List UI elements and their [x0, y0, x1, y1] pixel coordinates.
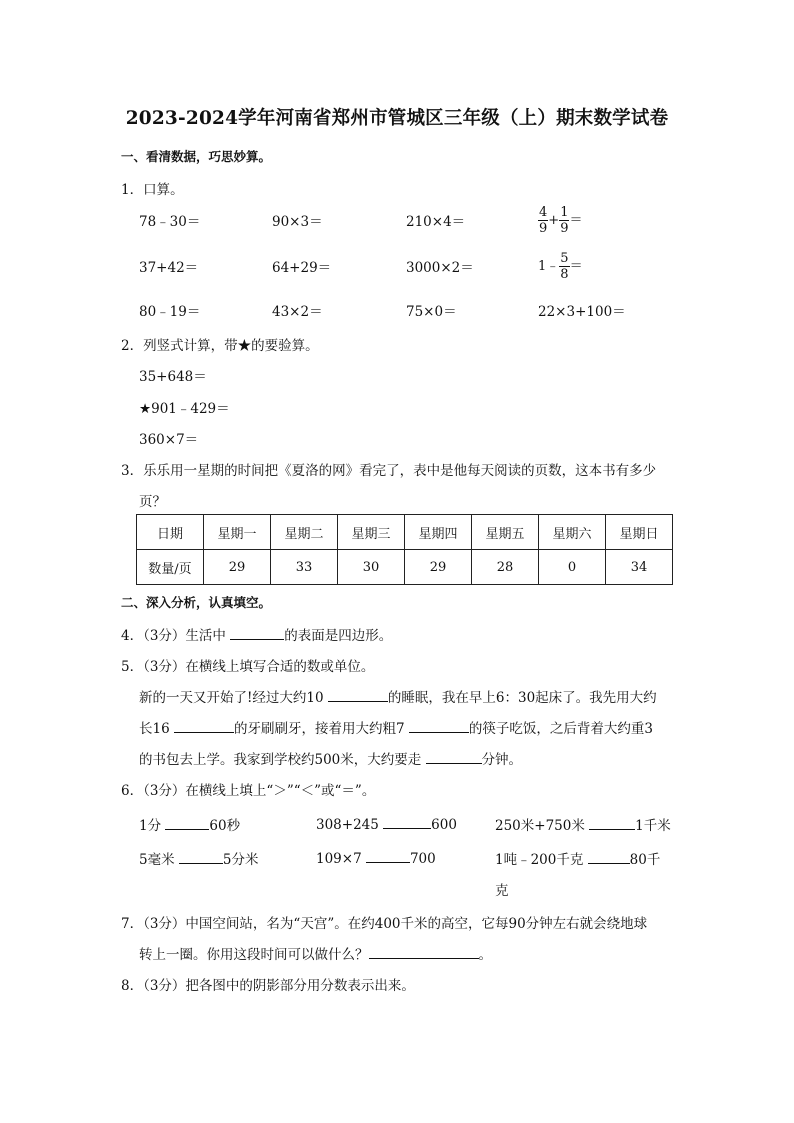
answer-blank[interactable] — [230, 625, 284, 640]
table-cell: 数量/页 — [137, 550, 204, 585]
q7-line-1: 7．（3分）中国空间站，名为“天宫”。在约400千米的高空，它每90分钟左右就会绕地球 — [121, 916, 648, 932]
q1-r1-c2: 90×3＝ — [272, 214, 323, 230]
answer-blank[interactable] — [369, 944, 479, 959]
q1-r1-c3: 210×4＝ — [406, 214, 466, 230]
q1-r3-c4: 22×3+100＝ — [538, 304, 626, 320]
table-header-cell: 星期一 — [204, 515, 271, 550]
q4: 4．（3分）生活中 的表面是四边形。 — [121, 624, 392, 644]
q2-item-2: ★901﹣429＝ — [139, 401, 230, 417]
answer-blank[interactable] — [383, 814, 431, 829]
table-cell: 29 — [405, 550, 472, 585]
q5-line-2: 长16 的牙刷刷牙，接着用大约粗7 的筷子吃饭，之后背着大约重3 — [139, 717, 653, 737]
q1-r3-c1: 80﹣19＝ — [139, 304, 201, 320]
table-header-cell: 星期四 — [405, 515, 472, 550]
answer-blank[interactable] — [366, 848, 410, 863]
q6-r1-c1: 1分 60秒 — [139, 814, 240, 834]
table-header-cell: 星期三 — [338, 515, 405, 550]
q5-line-1: 新的一天又开始了!经过大约10 的睡眠，我在早上6：30起床了。我先用大约 — [139, 686, 657, 706]
answer-blank[interactable] — [426, 749, 482, 764]
q2-item-1: 35+648＝ — [139, 369, 207, 385]
q6-r2-c1: 5毫米 5分米 — [139, 848, 258, 868]
q1-r2-c2: 64+29＝ — [272, 260, 332, 276]
q1-label: 1．口算。 — [121, 182, 184, 198]
q3-line-2: 页？ — [139, 494, 166, 510]
table-row — [137, 550, 673, 585]
answer-blank[interactable] — [174, 718, 234, 733]
q1-r3-c3: 75×0＝ — [406, 304, 457, 320]
q5-line-3: 的书包去上学。我家到学校约500米，大约要走 分钟。 — [139, 748, 522, 768]
answer-blank[interactable] — [179, 849, 223, 864]
table-header-cell: 日期 — [137, 515, 204, 550]
q6-r1-c2: 308+245 600 — [316, 814, 457, 833]
table-cell: 29 — [204, 550, 271, 585]
q8-label: 8．（3分）把各图中的阴影部分用分数表示出来。 — [121, 978, 415, 994]
table-cell: 28 — [472, 550, 539, 585]
q1-fraction-addition: $\frac{4}{9}$ + $\frac{1}{9}$ ＝ — [539, 205, 583, 236]
q6-r2-c3: 1吨﹣200千克 80千 — [495, 848, 660, 868]
table-header-cell: 星期二 — [271, 515, 338, 550]
answer-blank[interactable] — [165, 815, 209, 830]
section-1-heading: 一、看清数据，巧思妙算。 — [121, 149, 272, 164]
table-cell: 30 — [338, 550, 405, 585]
answer-blank[interactable] — [409, 718, 469, 733]
answer-blank[interactable] — [589, 815, 635, 830]
page-title: 2023-2024学年河南省郑州市管城区三年级（上）期末数学试卷 — [125, 108, 669, 129]
q7-line-2: 转上一圈。你用这段时间可以做什么？ 。 — [139, 943, 492, 963]
q2-item-3: 360×7＝ — [139, 432, 199, 448]
answer-blank[interactable] — [328, 687, 388, 702]
section-2-heading: 二、深入分析，认真填空。 — [121, 595, 272, 610]
table-cell: 34 — [606, 550, 673, 585]
table-cell: 0 — [539, 550, 606, 585]
q6-r1-c3: 250米+750米 1千米 — [495, 814, 671, 834]
table-header-cell: 星期五 — [472, 515, 539, 550]
q6-label: 6．（3分）在横线上填上“＞”“＜”或“＝”。 — [121, 783, 376, 799]
table-header-cell: 星期六 — [539, 515, 606, 550]
q5-label: 5．（3分）在横线上填写合适的数或单位。 — [121, 659, 375, 675]
q3-line-1: 3．乐乐用一星期的时间把《夏洛的网》看完了，表中是他每天阅读的页数，这本书有多少 — [121, 463, 657, 479]
table-cell: 33 — [271, 550, 338, 585]
q1-r2-c1: 37+42＝ — [139, 260, 199, 276]
table-header-cell: 星期日 — [606, 515, 673, 550]
q2-label: 2．列竖式计算，带★的要验算。 — [121, 338, 319, 354]
q6-wrap-text: 克 — [495, 883, 509, 899]
answer-blank[interactable] — [588, 849, 630, 864]
q6-r2-c2: 109×7 700 — [316, 848, 436, 867]
table-header-row — [137, 515, 673, 550]
q1-fraction-subtraction: 1﹣ $\frac{5}{8}$ ＝ — [538, 251, 583, 282]
reading-table — [136, 514, 673, 585]
q1-r3-c2: 43×2＝ — [272, 304, 323, 320]
q1-r2-c3: 3000×2＝ — [406, 260, 474, 276]
q1-r1-c1: 78﹣30＝ — [139, 214, 201, 230]
